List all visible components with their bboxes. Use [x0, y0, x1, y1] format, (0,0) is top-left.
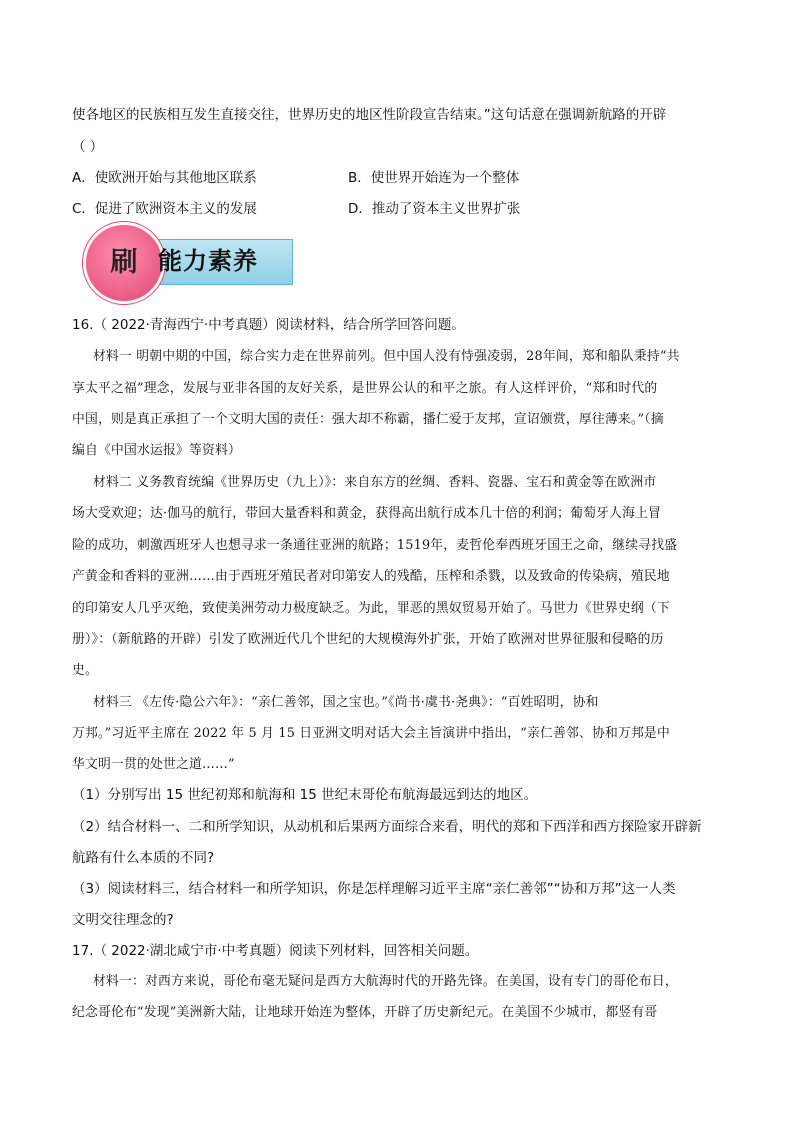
q16-subquestion-1: （1）分别写出 15 世纪初郑和航海和 15 世纪末哥伦布航海最远到达的地区。 [72, 787, 538, 803]
q16-material-3-line: 材料三 《左传·隐公六年》：“亲仁善邻，国之宝也。”《尚书·虞书·尧典》：“百姓昭明，协和 [93, 695, 599, 710]
q15-option-d: D．推动了资本主义世界扩张 [348, 201, 521, 217]
q16-subquestion-2: （2）结合材料一、二和所学知识，从动机和后果两方面综合来看，明代的郑和下西洋和西方探险家开辟新 [72, 819, 702, 835]
q16-material-2-line: 材料二 义务教育统编《世界历史（九上）》：来自东方的丝绸、香料、瓷器、宝石和黄金等在欧洲市 [93, 475, 657, 490]
q16-material-1-line: 编自《中国水运报》等资料） [72, 443, 241, 458]
section-banner [78, 233, 291, 288]
q16-material-3-line: 万邦。”习近平主席在 2022 年 5 月 15 日亚洲文明对话大会主旨演讲中指出，“亲仁善邻、协和万邦是中 [72, 726, 670, 741]
q16-material-2-line: 史。 [72, 663, 98, 678]
q17-material-1-line: 材料一：对西方来说，哥伦布毫无疑问是西方大航海时代的开路先锋。在美国，设有专门的哥伦布日， [93, 974, 678, 989]
q16-material-2-line: 场大受欢迎；达·伽马的航行，带回大量香料和黄金，获得高出航行成本几十倍的利润；葡萄牙人海上冒 [72, 506, 662, 521]
q16-material-1-line: 中国，则是真正承担了一个文明大国的责任：强大却不称霸，播仁爱于友邦，宣诏颁赏，厚往薄来。”（摘 [72, 412, 664, 427]
q16-material-2-line: 册）》：（新航路的开辟）引发了欧洲近代几个世纪的大规模海外扩张，开始了欧洲对世界征服和侵略的历 [72, 632, 664, 647]
q16-material-2-line: 产黄金和香料的亚洲……由于西班牙殖民者对印第安人的残酷，压榨和杀戮，以及致命的传染病，殖民地 [72, 569, 670, 584]
q15-option-b: B．使世界开始连为一个整体 [348, 170, 520, 186]
q15-option-a: A．使欧洲开始与其他地区联系 [72, 170, 257, 186]
q16-material-1-line: 享太平之福”理念，发展与亚非各国的友好关系，是世界公认的和平之旅。有人这样评价，“郑和时代的 [72, 381, 658, 396]
q15-stem-tail: 使各地区的民族相互发生直接交往，世界历史的地区性阶段宣告结束。”这句话意在强调新航路的开辟 [72, 107, 667, 123]
q16-subquestion-3: （3）阅读材料三，结合材料一和所学知识，你是怎样理解习近平主席“亲仁善邻”“协和万邦”这一人类 [72, 881, 676, 897]
q16-material-2-line: 的印第安人几乎灭绝，致使美洲劳动力极度缺乏。为此，罪恶的黑奴贸易开始了。马世力《世界史纲（下 [72, 601, 670, 616]
q15-option-c: C．促进了欧洲资本主义的发展 [72, 201, 257, 217]
banner-title: 能力素养 [158, 247, 258, 275]
q16-header: 16.（ 2022·青海西宁·中考真题）阅读材料，结合所学回答问题。 [72, 317, 465, 333]
banner-badge-char: 刷 [110, 247, 138, 278]
q16-material-2-line: 险的成功，刺激西班牙人也想寻求一条通往亚洲的航路；1519年，麦哲伦奉西班牙国王之命，继续寻找盛 [72, 538, 678, 553]
q16-material-3-line: 华文明一贯的处世之道……” [72, 757, 235, 772]
q16-subquestion-2: 航路有什么本质的不同? [72, 850, 215, 866]
q16-material-1-line: 材料一 明朝中期的中国，综合实力走在世界前列。但中国人没有恃强凌弱，28年间，郑和船队秉持“共 [93, 349, 680, 364]
q16-subquestion-3: 文明交往理念的? [72, 912, 174, 928]
banner-badge [83, 222, 165, 304]
q15-answer-paren: （ ） [72, 139, 104, 155]
q17-header: 17.（ 2022·湖北咸宁市·中考真题）阅读下列材料，回答相关问题。 [72, 943, 479, 959]
q17-material-1-line: 纪念哥伦布“发现”美洲新大陆，让地球开始连为整体，开辟了历史新纪元。在美国不少城市，都竖有哥 [72, 1005, 658, 1020]
